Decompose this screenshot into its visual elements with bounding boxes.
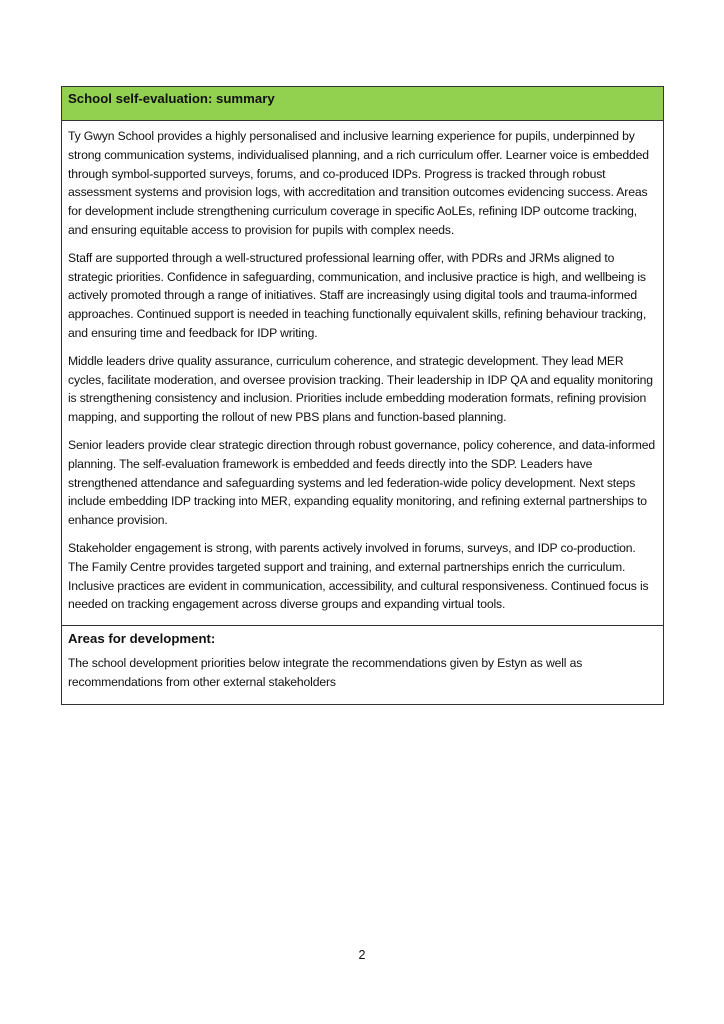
self-evaluation-summary-table (61, 86, 664, 705)
summary-paragraph-middle-leaders: Middle leaders drive quality assurance, curriculum coherence, and strategic development. They lead MER cycles, facilitate moderation, and oversee provision tracking. Their leadership in IDP QA and equality monitoring is strengthening consistency and inclusion. Priorities include embedding moderation formats, refining provision mapping, and supporting the rollout of new PBS plans and function-based planning. (68, 353, 653, 425)
summary-paragraph-senior-leaders: Senior leaders provide clear strategic direction through robust governance, policy coherence, and data-informed planning. The self-evaluation framework is embedded and feeds directly into the SDP. Leaders have strengthened attendance and safeguarding systems and led federation-wide policy development. Next steps include embedding IDP tracking into MER, expanding equality monitoring, and refining external partnerships to enhance provision. (68, 437, 655, 528)
table-header: School self-evaluation: summary (62, 87, 663, 121)
summary-paragraph-staff: Staff are supported through a well-structured professional learning offer, with PDRs and JRMs aligned to strategic priorities. Confidence in safeguarding, communication, and inclusive practice is high, and wellbeing is actively promoted through a range of initiatives. Staff are increasingly using digital tools and trauma-informed approaches. Continued support is needed in teaching functionally equivalent skills, refining behaviour tracking, and ensuring time and feedback for IDP writing. (68, 250, 647, 340)
summary-cell (62, 121, 663, 626)
page-number: 2 (358, 948, 366, 962)
summary-paragraph-stakeholders: Stakeholder engagement is strong, with parents actively involved in forums, surveys, and IDP co-production. The Family Centre provides targeted support and training, and external partnerships enrich the curriculum. Inclusive practices are evident in communication, accessibility, and cultural responsiveness. Continued focus is needed on tracking engagement across diverse groups and expanding virtual tools. (68, 540, 649, 612)
summary-paragraph-learning: Ty Gwyn School provides a highly personalised and inclusive learning experience for pupils, underpinned by strong communication systems, individualised planning, and a rich curriculum offer. Learner voice is embedded through symbol-supported surveys, forums, and co-produced IDPs. Progress is tracked through robust assessment systems and provision logs, with accreditation and transition outcomes evidencing success. Areas for development include strengthening curriculum coverage in specific AoLEs, refining IDP outcome tracking, and ensuring equitable access to provision for pupils with complex needs. (68, 129, 649, 237)
areas-for-development-heading: Areas for development: (68, 631, 216, 647)
areas-for-development-cell (62, 626, 663, 704)
areas-for-development-text: The school development priorities below integrate the recommendations given by Estyn as well as recommendations from other external stakeholders (68, 656, 583, 689)
